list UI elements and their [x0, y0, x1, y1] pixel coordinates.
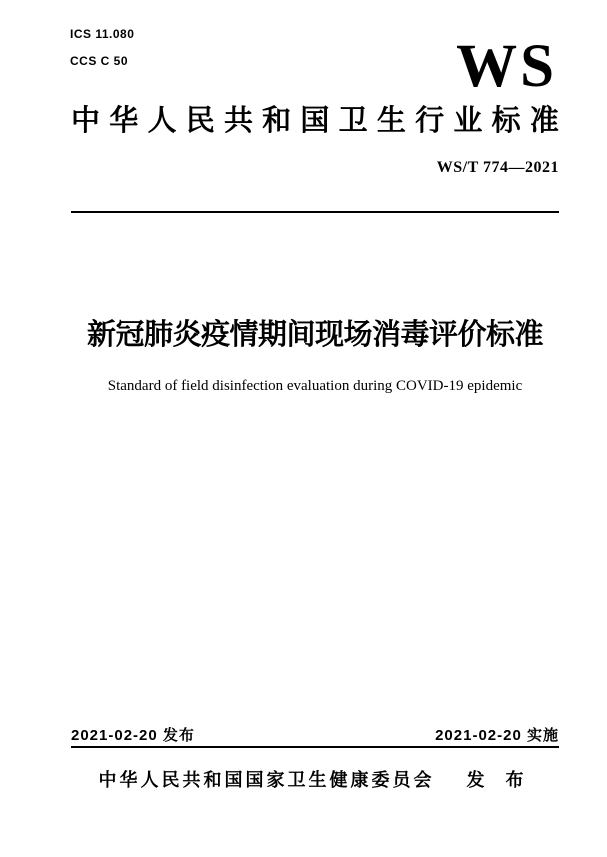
ccs-code: CCS C 50 — [70, 54, 129, 68]
ics-code: ICS 11.080 — [70, 27, 135, 41]
ws-logo: WS — [456, 33, 557, 100]
publish-label: 发 布 — [466, 770, 532, 790]
document-title-en: Standard of field disinfection evaluation during COVID-19 epidemic — [107, 378, 523, 394]
standard-number: WS/T 774—2021 — [436, 159, 559, 176]
publisher-name: 中华人民共和国国家卫生健康委员会 — [98, 770, 435, 790]
issue-date: 2021-02-20 发布 — [71, 727, 195, 744]
implement-date: 2021-02-20 实施 — [435, 727, 559, 744]
document-title-zh: 新冠肺炎疫情期间现场消毒评价标准 — [86, 319, 543, 351]
classification-codes — [70, 27, 134, 68]
standard-category-title: 中 华 人 民 共 和 国 卫 生 行 业 标 准 — [71, 105, 559, 137]
publisher-row — [71, 766, 559, 792]
header-rule — [71, 211, 559, 213]
footer-rule — [71, 746, 559, 748]
dates-row — [71, 724, 559, 745]
